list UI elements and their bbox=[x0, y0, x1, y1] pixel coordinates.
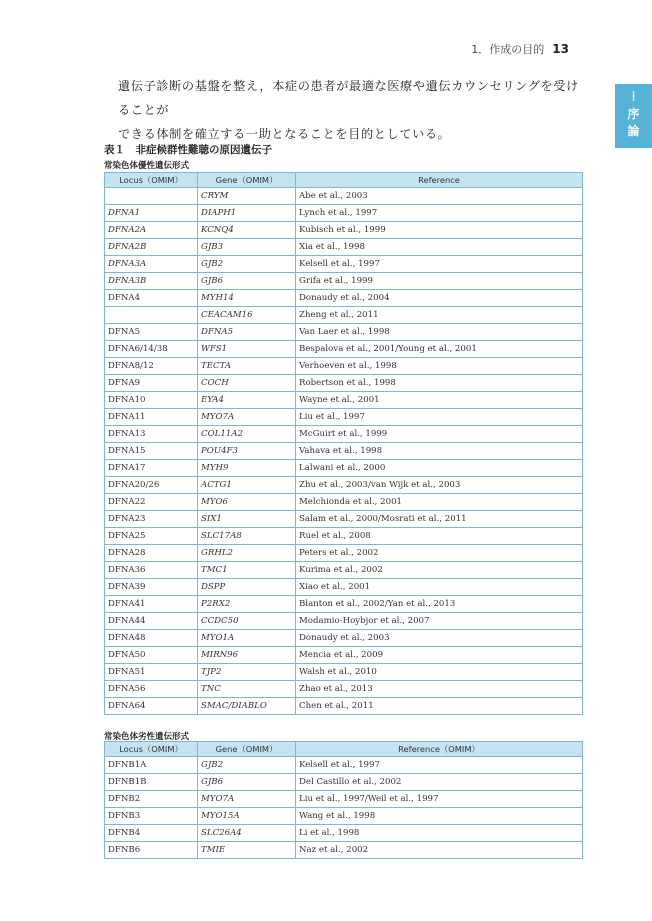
gene-cell: TECTA bbox=[198, 358, 296, 375]
reference-cell: Mencia et al., 2009 bbox=[296, 647, 583, 664]
table-row bbox=[105, 825, 583, 842]
table-row bbox=[105, 842, 583, 859]
table-row bbox=[105, 613, 583, 630]
reference-cell: Lynch et al., 1997 bbox=[296, 205, 583, 222]
gene-cell: SIX1 bbox=[198, 511, 296, 528]
reference-cell: Melchionda et al., 2001 bbox=[296, 494, 583, 511]
locus-cell: DFNA51 bbox=[105, 664, 198, 681]
table-header-row bbox=[105, 173, 583, 188]
gene-cell: MYO7A bbox=[198, 791, 296, 808]
locus-cell: DFNA28 bbox=[105, 545, 198, 562]
gene-cell: CEACAM16 bbox=[198, 307, 296, 324]
reference-cell: Van Laer et al., 1998 bbox=[296, 324, 583, 341]
reference-cell: Donaudy et al., 2004 bbox=[296, 290, 583, 307]
chapter-title: 1．作成の目的 bbox=[471, 43, 545, 56]
table-row bbox=[105, 477, 583, 494]
gene-cell: P2RX2 bbox=[198, 596, 296, 613]
reference-cell: Lalwani et al., 2000 bbox=[296, 460, 583, 477]
reference-cell: McGuirt et al., 1999 bbox=[296, 426, 583, 443]
locus-cell: DFNA3B bbox=[105, 273, 198, 290]
locus-cell: DFNA4 bbox=[105, 290, 198, 307]
reference-header: Reference bbox=[296, 173, 583, 188]
gene-cell: GRHL2 bbox=[198, 545, 296, 562]
gene-cell: TMIE bbox=[198, 842, 296, 859]
table-row bbox=[105, 511, 583, 528]
table-row bbox=[105, 273, 583, 290]
gene-cell: DFNA5 bbox=[198, 324, 296, 341]
reference-cell: Xiao et al., 2001 bbox=[296, 579, 583, 596]
reference-cell: Verhoeven et al., 1998 bbox=[296, 358, 583, 375]
table-header-row bbox=[105, 742, 583, 757]
locus-cell: DFNA15 bbox=[105, 443, 198, 460]
table-row bbox=[105, 239, 583, 256]
chapter-label-2: 論 bbox=[627, 124, 640, 138]
page-number: 13 bbox=[552, 42, 569, 56]
reference-cell: Zheng et al., 2011 bbox=[296, 307, 583, 324]
table-row bbox=[105, 256, 583, 273]
reference-cell: Donaudy et al., 2003 bbox=[296, 630, 583, 647]
table-row bbox=[105, 205, 583, 222]
table-row bbox=[105, 664, 583, 681]
locus-cell: DFNA39 bbox=[105, 579, 198, 596]
gene-header: Gene（OMIM） bbox=[198, 173, 296, 188]
locus-cell: DFNA25 bbox=[105, 528, 198, 545]
table-row bbox=[105, 307, 583, 324]
table-row bbox=[105, 791, 583, 808]
table-row bbox=[105, 698, 583, 715]
table-row bbox=[105, 757, 583, 774]
locus-header: Locus（OMIM） bbox=[105, 742, 198, 757]
gene-cell: MYH9 bbox=[198, 460, 296, 477]
locus-cell: DFNA5 bbox=[105, 324, 198, 341]
reference-cell: Zhu et al., 2003/van Wijk et al., 2003 bbox=[296, 477, 583, 494]
reference-cell: Modamio-Hoybjor et al., 2007 bbox=[296, 613, 583, 630]
gene-cell: GJB6 bbox=[198, 273, 296, 290]
dominant-section-title: 常染色体優性遺伝形式 bbox=[104, 161, 190, 171]
gene-cell: GJB2 bbox=[198, 256, 296, 273]
reference-cell: Liu et al., 1997 bbox=[296, 409, 583, 426]
gene-cell: CRYM bbox=[198, 188, 296, 205]
gene-cell: MYO7A bbox=[198, 409, 296, 426]
locus-cell: DFNA13 bbox=[105, 426, 198, 443]
locus-cell: DFNB6 bbox=[105, 842, 198, 859]
chapter-label-1: 序 bbox=[627, 107, 640, 121]
table-row bbox=[105, 290, 583, 307]
locus-cell: DFNA9 bbox=[105, 375, 198, 392]
reference-cell: Bespalova et al., 2001/Young et al., 2001 bbox=[296, 341, 583, 358]
table-row bbox=[105, 630, 583, 647]
reference-cell: Walsh et al., 2010 bbox=[296, 664, 583, 681]
locus-cell: DFNA41 bbox=[105, 596, 198, 613]
table-row bbox=[105, 647, 583, 664]
gene-cell: GJB3 bbox=[198, 239, 296, 256]
gene-cell: MYO15A bbox=[198, 808, 296, 825]
gene-cell: MYO6 bbox=[198, 494, 296, 511]
reference-cell: Xia et al., 1998 bbox=[296, 239, 583, 256]
locus-cell: DFNA17 bbox=[105, 460, 198, 477]
reference-cell: Kelsell et al., 1997 bbox=[296, 757, 583, 774]
gene-cell: SLC17A8 bbox=[198, 528, 296, 545]
locus-cell: DFNA1 bbox=[105, 205, 198, 222]
locus-cell: DFNA22 bbox=[105, 494, 198, 511]
gene-cell: TMC1 bbox=[198, 562, 296, 579]
table-row bbox=[105, 494, 583, 511]
reference-cell: Salam et al., 2000/Mosrati et al., 2011 bbox=[296, 511, 583, 528]
gene-cell: SMAC/DIABLO bbox=[198, 698, 296, 715]
gene-cell: COL11A2 bbox=[198, 426, 296, 443]
locus-cell bbox=[105, 188, 198, 205]
gene-cell: SLC26A4 bbox=[198, 825, 296, 842]
reference-cell: Robertson et al., 1998 bbox=[296, 375, 583, 392]
table-row bbox=[105, 443, 583, 460]
locus-cell: DFNA10 bbox=[105, 392, 198, 409]
table-row bbox=[105, 528, 583, 545]
gene-cell: MYH14 bbox=[198, 290, 296, 307]
recessive-section-title: 常染色体劣性遺伝形式 bbox=[104, 732, 190, 742]
table-row bbox=[105, 460, 583, 477]
reference-cell: Chen et al., 2011 bbox=[296, 698, 583, 715]
reference-cell: Zhao et al., 2013 bbox=[296, 681, 583, 698]
reference-cell: Naz et al., 2002 bbox=[296, 842, 583, 859]
locus-cell: DFNB1B bbox=[105, 774, 198, 791]
reference-cell: Wang et al., 1998 bbox=[296, 808, 583, 825]
reference-cell: Peters et al., 2002 bbox=[296, 545, 583, 562]
table-row bbox=[105, 188, 583, 205]
reference-cell: Blanton et al., 2002/Yan et al., 2013 bbox=[296, 596, 583, 613]
reference-cell: Ruel et al., 2008 bbox=[296, 528, 583, 545]
reference-cell: Li et al., 1998 bbox=[296, 825, 583, 842]
locus-cell: DFNA36 bbox=[105, 562, 198, 579]
intro-line-1: 遺伝子診断の基盤を整え，本症の患者が最適な医療や遺伝カウンセリングを受けることが bbox=[118, 79, 579, 117]
locus-cell: DFNB1A bbox=[105, 757, 198, 774]
gene-cell: MYO1A bbox=[198, 630, 296, 647]
table-row bbox=[105, 409, 583, 426]
table-row bbox=[105, 426, 583, 443]
chapter-side-tab bbox=[615, 84, 652, 148]
locus-cell: DFNA2A bbox=[105, 222, 198, 239]
locus-cell: DFNA44 bbox=[105, 613, 198, 630]
table-row bbox=[105, 596, 583, 613]
locus-cell: DFNA64 bbox=[105, 698, 198, 715]
table-row bbox=[105, 375, 583, 392]
reference-header: Reference（OMIM） bbox=[296, 742, 583, 757]
table-row bbox=[105, 341, 583, 358]
locus-cell: DFNA48 bbox=[105, 630, 198, 647]
table-row bbox=[105, 222, 583, 239]
gene-cell: WFS1 bbox=[198, 341, 296, 358]
chapter-number: I bbox=[631, 90, 636, 105]
reference-cell: Kelsell et al., 1997 bbox=[296, 256, 583, 273]
reference-cell: Liu et al., 1997/Weil et al., 1997 bbox=[296, 791, 583, 808]
table-title: 表１ 非症候群性難聴の原因遺伝子 bbox=[104, 144, 272, 156]
gene-cell: DIAPH1 bbox=[198, 205, 296, 222]
gene-cell: COCH bbox=[198, 375, 296, 392]
table-row bbox=[105, 562, 583, 579]
locus-cell: DFNB3 bbox=[105, 808, 198, 825]
gene-header: Gene（OMIM） bbox=[198, 742, 296, 757]
locus-cell: DFNA8/12 bbox=[105, 358, 198, 375]
reference-cell: Wayne et al., 2001 bbox=[296, 392, 583, 409]
gene-cell: DSPP bbox=[198, 579, 296, 596]
locus-cell bbox=[105, 307, 198, 324]
reference-cell: Grifa et al., 1999 bbox=[296, 273, 583, 290]
reference-cell: Kubisch et al., 1999 bbox=[296, 222, 583, 239]
intro-paragraph bbox=[118, 74, 588, 146]
locus-cell: DFNA3A bbox=[105, 256, 198, 273]
gene-cell: TJP2 bbox=[198, 664, 296, 681]
locus-cell: DFNA50 bbox=[105, 647, 198, 664]
locus-cell: DFNA6/14/38 bbox=[105, 341, 198, 358]
table-row bbox=[105, 681, 583, 698]
table-row bbox=[105, 579, 583, 596]
gene-cell: EYA4 bbox=[198, 392, 296, 409]
reference-cell: Kurima et al., 2002 bbox=[296, 562, 583, 579]
page-header bbox=[471, 41, 569, 57]
reference-cell: Vahava et al., 1998 bbox=[296, 443, 583, 460]
recessive-genes-table bbox=[104, 741, 583, 859]
locus-cell: DFNA56 bbox=[105, 681, 198, 698]
locus-cell: DFNA23 bbox=[105, 511, 198, 528]
reference-cell: Del Castillo et al., 2002 bbox=[296, 774, 583, 791]
reference-cell: Abe et al., 2003 bbox=[296, 188, 583, 205]
locus-header: Locus（OMIM） bbox=[105, 173, 198, 188]
intro-line-2: できる体制を確立する一助となることを目的としている。 bbox=[118, 127, 451, 141]
locus-cell: DFNB2 bbox=[105, 791, 198, 808]
table-row bbox=[105, 324, 583, 341]
gene-cell: GJB2 bbox=[198, 757, 296, 774]
table-row bbox=[105, 358, 583, 375]
locus-cell: DFNB4 bbox=[105, 825, 198, 842]
gene-cell: CCDC50 bbox=[198, 613, 296, 630]
locus-cell: DFNA20/26 bbox=[105, 477, 198, 494]
gene-cell: TNC bbox=[198, 681, 296, 698]
dominant-genes-table bbox=[104, 172, 583, 715]
gene-cell: ACTG1 bbox=[198, 477, 296, 494]
table-row bbox=[105, 808, 583, 825]
locus-cell: DFNA2B bbox=[105, 239, 198, 256]
table-row bbox=[105, 545, 583, 562]
table-row bbox=[105, 392, 583, 409]
table-row bbox=[105, 774, 583, 791]
gene-cell: KCNQ4 bbox=[198, 222, 296, 239]
gene-cell: POU4F3 bbox=[198, 443, 296, 460]
locus-cell: DFNA11 bbox=[105, 409, 198, 426]
gene-cell: GJB6 bbox=[198, 774, 296, 791]
gene-cell: MIRN96 bbox=[198, 647, 296, 664]
